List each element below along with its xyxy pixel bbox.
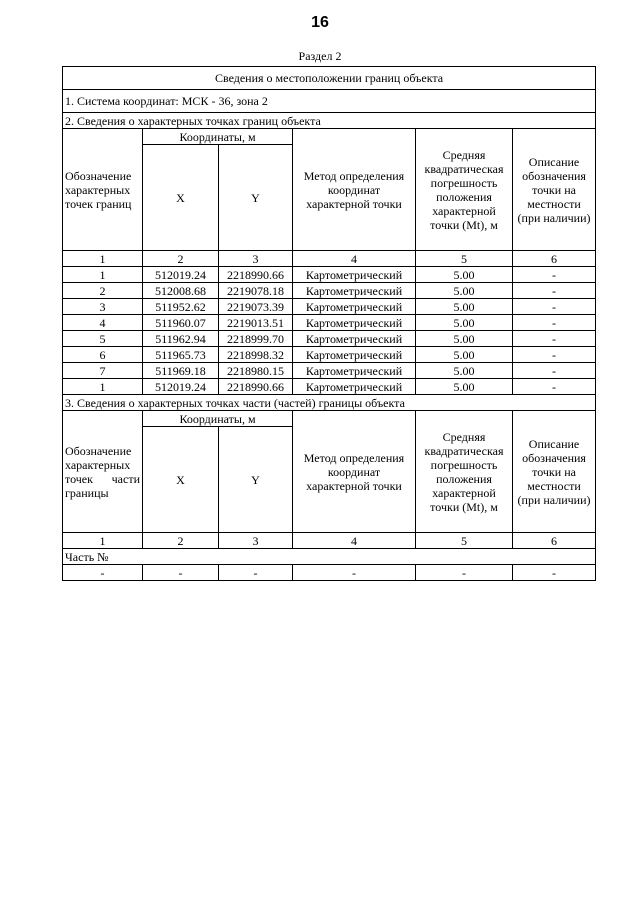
table-cell: 2218980.15	[219, 363, 293, 379]
table-cell: 3	[63, 299, 143, 315]
column-number-cell: 5	[416, 533, 513, 549]
section-label: Раздел 2	[298, 49, 342, 63]
table-cell: -	[513, 299, 596, 315]
table-row	[63, 331, 596, 347]
part1-header-method: Метод определения координат характерной точки	[293, 129, 416, 251]
table-cell: -	[293, 565, 416, 581]
table-cell: Картометрический	[293, 283, 416, 299]
part2-header-coords: Координаты, м	[143, 411, 293, 427]
table-cell: Картометрический	[293, 331, 416, 347]
table-cell: -	[143, 565, 219, 581]
part1-header-y: Y	[219, 145, 293, 251]
table-cell: Картометрический	[293, 267, 416, 283]
part1-header-x: X	[143, 145, 219, 251]
table-cell: Картометрический	[293, 363, 416, 379]
table-cell: 2218990.66	[219, 379, 293, 395]
column-number-cell: 4	[293, 251, 416, 267]
table-cell: 1	[63, 267, 143, 283]
table-row	[63, 267, 596, 283]
table-cell: 5.00	[416, 299, 513, 315]
coord-system: 1. Система координат: МСК - 36, зона 2	[63, 90, 596, 113]
table-cell: Картометрический	[293, 299, 416, 315]
table-cell: -	[416, 565, 513, 581]
table-row	[63, 283, 596, 299]
column-number-cell: 5	[416, 251, 513, 267]
table-cell: 2	[63, 283, 143, 299]
table-cell: 512019.24	[143, 379, 219, 395]
table-cell: 5.00	[416, 267, 513, 283]
column-number-cell: 3	[219, 533, 293, 549]
table-cell: -	[63, 565, 143, 581]
table-cell: 512019.24	[143, 267, 219, 283]
column-number-cell: 2	[143, 251, 219, 267]
boundary-table	[62, 66, 596, 581]
table-cell: 1	[63, 379, 143, 395]
table-title: Сведения о местоположении границ объекта	[63, 67, 596, 90]
part2-header-designation: Обозначение характерных точек части границы	[63, 411, 143, 533]
part1-heading: 2. Сведения о характерных точках границ объекта	[63, 113, 596, 129]
part1-header-designation: Обозначение характерных точек границ	[63, 129, 143, 251]
table-cell: Картометрический	[293, 315, 416, 331]
table-cell: Картометрический	[293, 379, 416, 395]
table-cell: 5.00	[416, 379, 513, 395]
table-cell: -	[513, 267, 596, 283]
part2-header-description: Описание обозначения точки на местности (при наличии)	[513, 411, 596, 533]
table-cell: -	[513, 347, 596, 363]
table-cell: 511965.73	[143, 347, 219, 363]
part2-heading: 3. Сведения о характерных точках части (частей) границы объекта	[63, 395, 596, 411]
page-number: 16	[311, 14, 329, 31]
table-cell: -	[513, 283, 596, 299]
table-cell: 511962.94	[143, 331, 219, 347]
part1-header-coords: Координаты, м	[143, 129, 293, 145]
table-row	[63, 347, 596, 363]
table-cell: 2219078.18	[219, 283, 293, 299]
part1-header-description: Описание обозначения точки на местности (при наличии)	[513, 129, 596, 251]
table-cell: 511952.62	[143, 299, 219, 315]
table-cell: -	[513, 315, 596, 331]
table-row	[63, 315, 596, 331]
column-number-cell: 1	[63, 533, 143, 549]
table-cell: 5	[63, 331, 143, 347]
table-row	[63, 565, 596, 581]
table-cell: 5.00	[416, 347, 513, 363]
table-cell: 511960.07	[143, 315, 219, 331]
table-cell: Картометрический	[293, 347, 416, 363]
part-number-label: Часть №	[63, 549, 596, 565]
table-cell: 511969.18	[143, 363, 219, 379]
part2-header-method: Метод определения координат характерной точки	[293, 411, 416, 533]
table-cell: 7	[63, 363, 143, 379]
part1-header-accuracy: Средняя квадратическая погрешность положения характерной точки (Mt), м	[416, 129, 513, 251]
part2-header-y: Y	[219, 427, 293, 533]
table-cell: -	[513, 379, 596, 395]
table-cell: 5.00	[416, 331, 513, 347]
table-cell: 2219073.39	[219, 299, 293, 315]
column-number-cell: 6	[513, 533, 596, 549]
column-number-cell: 6	[513, 251, 596, 267]
part2-header-x: X	[143, 427, 219, 533]
table-cell: 2218990.66	[219, 267, 293, 283]
table-cell: -	[513, 565, 596, 581]
table-row	[63, 363, 596, 379]
table-cell: 6	[63, 347, 143, 363]
table-cell: -	[513, 363, 596, 379]
part2-header-accuracy: Средняя квадратическая погрешность положения характерной точки (Mt), м	[416, 411, 513, 533]
table-cell: 2219013.51	[219, 315, 293, 331]
column-number-cell: 2	[143, 533, 219, 549]
table-cell: 2218998.32	[219, 347, 293, 363]
table-cell: 5.00	[416, 315, 513, 331]
column-number-cell: 4	[293, 533, 416, 549]
column-number-cell: 3	[219, 251, 293, 267]
table-cell: 5.00	[416, 363, 513, 379]
table-row	[63, 299, 596, 315]
column-number-cell: 1	[63, 251, 143, 267]
table-cell: -	[513, 331, 596, 347]
table-row	[63, 379, 596, 395]
table-cell: 2218999.70	[219, 331, 293, 347]
table-cell: 5.00	[416, 283, 513, 299]
table-cell: 512008.68	[143, 283, 219, 299]
table-cell: 4	[63, 315, 143, 331]
table-cell: -	[219, 565, 293, 581]
